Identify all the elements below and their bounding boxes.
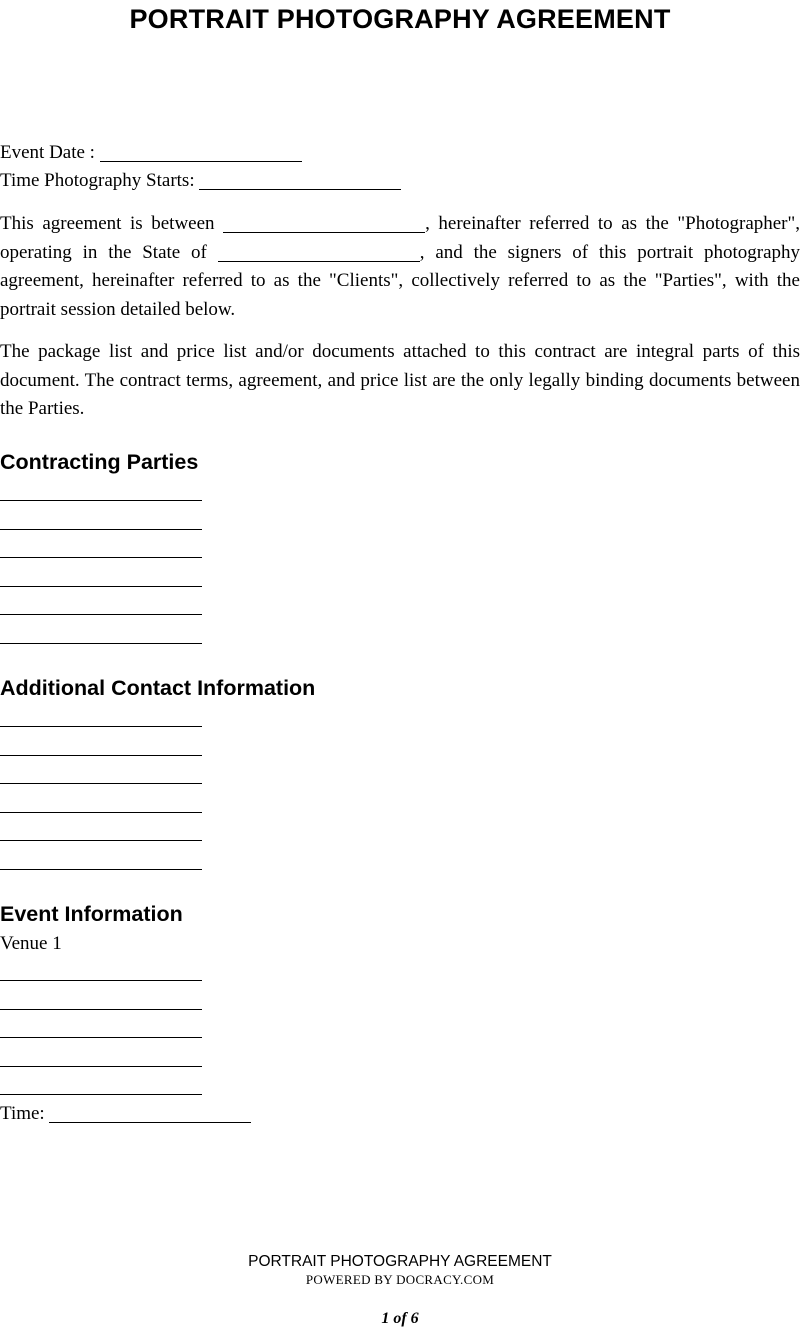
additional-contact-line-4[interactable] — [0, 812, 202, 813]
time-line — [0, 1100, 251, 1128]
additional-contact-line-3[interactable] — [0, 783, 202, 784]
additional-contact-line-5[interactable] — [0, 840, 202, 841]
footer-powered-by: POWERED BY DOCRACY.COM — [305, 1272, 495, 1287]
venue-line-4[interactable] — [0, 1066, 202, 1067]
para1-part2: , hereinafter referred to as the "Photographer", — [425, 213, 800, 234]
contracting-parties-heading: Contracting Parties — [0, 450, 199, 474]
para1-part4: , and the signers of this portrait photography agreement, hereinafter referred to as the "Clients", collectively referred to as the "Parties", with the portrait session detailed below. — [0, 241, 800, 320]
contracting-parties-line-5[interactable] — [0, 614, 202, 615]
contracting-parties-line-6[interactable] — [0, 643, 202, 644]
additional-contact-line-1[interactable] — [0, 726, 202, 727]
para1-part1: This agreement is between — [0, 213, 215, 234]
page-number: 1 of 6 — [381, 1310, 419, 1327]
photographer-name-field[interactable] — [223, 214, 425, 233]
state-field[interactable] — [218, 243, 420, 262]
time-label: Time: — [0, 1103, 45, 1124]
venue-line-3[interactable] — [0, 1037, 202, 1038]
contracting-parties-line-1[interactable] — [0, 500, 202, 501]
contracting-parties-line-4[interactable] — [0, 586, 202, 587]
documents-paragraph: The package list and price list and/or documents attached to this contract are integral parts of this document. The contract terms, agreement, and price list are the only legally binding documents between the Parties. — [0, 341, 800, 419]
additional-contact-line-6[interactable] — [0, 869, 202, 870]
time-starts-label: Time Photography Starts: — [0, 170, 195, 191]
event-date-field[interactable] — [100, 143, 302, 162]
event-date-label: Event Date : — [0, 142, 95, 163]
contracting-parties-line-3[interactable] — [0, 557, 202, 558]
document-title: PORTRAIT PHOTOGRAPHY AGREEMENT — [129, 4, 671, 34]
time-starts-field[interactable] — [199, 171, 401, 190]
event-information-heading: Event Information — [0, 902, 183, 926]
para1-part3: operating in the State of — [0, 241, 207, 263]
venue-label: Venue 1 — [0, 933, 62, 954]
time-field[interactable] — [49, 1104, 251, 1123]
agreement-paragraph — [0, 210, 800, 324]
additional-contact-line-2[interactable] — [0, 755, 202, 756]
time-starts-line — [0, 167, 401, 195]
contracting-parties-line-2[interactable] — [0, 529, 202, 530]
event-date-line — [0, 139, 302, 167]
footer-title: PORTRAIT PHOTOGRAPHY AGREEMENT — [248, 1253, 552, 1270]
venue-line-5[interactable] — [0, 1094, 202, 1095]
venue-line-1[interactable] — [0, 980, 202, 981]
venue-line-2[interactable] — [0, 1009, 202, 1010]
additional-contact-heading: Additional Contact Information — [0, 676, 316, 700]
